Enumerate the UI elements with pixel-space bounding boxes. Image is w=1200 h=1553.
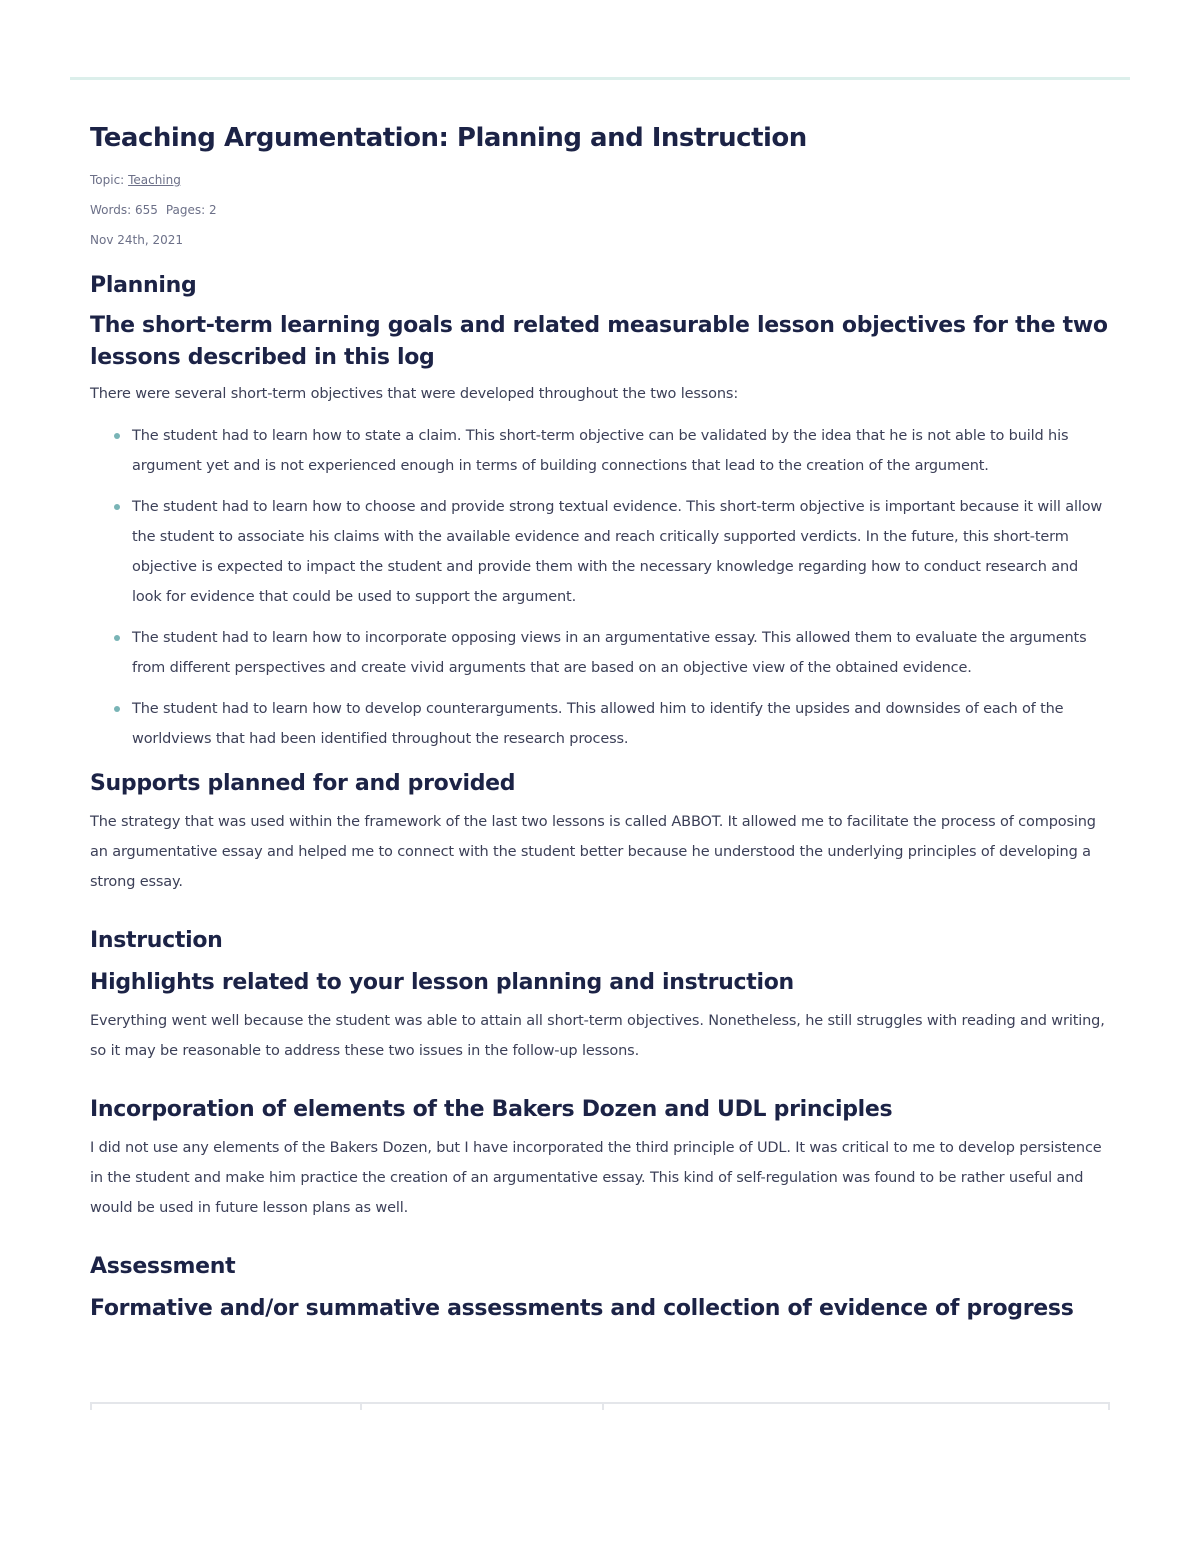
table-column-divider [1108, 1402, 1110, 1410]
objective-text: The student had to learn how to develop counterarguments. This allowed him to identify the upsides and downsides of each of the worldviews that had been identified throughout the research process. [132, 701, 1064, 747]
list-item [90, 421, 1112, 481]
list-item [90, 492, 1112, 612]
formative-heading: Formative and/or summative assessments and collection of evidence of progress [90, 1296, 1074, 1321]
table-column-divider [90, 1402, 92, 1410]
section-heading-assessment: Assessment [90, 1254, 236, 1279]
bullet-icon [114, 433, 120, 439]
udl-text: I did not use any elements of the Bakers Dozen, but I have incorporated the third principle of UDL. It was critical to me to develop persistence in the student and make him practice the creation of an argumentative essay. This kind of self-regulation was found to be rather useful and would be used in future lesson plans as well. [90, 1140, 1102, 1216]
highlights-text: Everything went well because the student was able to attain all short-term objectives. Nonetheless, he still struggles with reading and writing, so it may be reasonable to address these two issues in the follow-up lessons. [90, 1013, 1105, 1059]
page-count: Pages: 2 [165, 203, 217, 217]
page-title: Teaching Argumentation: Planning and Instruction [90, 123, 807, 153]
goals-heading: The short-term learning goals and related measurable lesson objectives for the two lessons described in this log [90, 313, 1108, 370]
counts-line [90, 202, 1112, 218]
assessment-table-top [90, 1402, 1110, 1412]
topic-line [90, 172, 1112, 188]
section-heading-planning: Planning [90, 273, 197, 298]
objective-text: The student had to learn how to incorporate opposing views in an argumentative essay. This allowed them to evaluate the arguments from different perspectives and create vivid arguments that are based on an objective view of the obtained evidence. [132, 630, 1087, 676]
objectives-list [90, 421, 1112, 754]
list-item [90, 623, 1112, 683]
topic-label: Topic: [90, 173, 125, 187]
topic-link[interactable]: Teaching [128, 173, 181, 187]
objective-text: The student had to learn how to choose and provide strong textual evidence. This short-term objective is important because it will allow the student to associate his claims with the available evidence and reach critically supported verdicts. In the future, this short-term objective is expected to impact the student and provide them with the necessary knowledge regarding how to conduct research and look for evidence that could be used to support the argument. [132, 499, 1103, 605]
bullet-icon [114, 504, 120, 510]
list-item [90, 694, 1112, 754]
top-divider [70, 77, 1130, 80]
highlights-heading: Highlights related to your lesson planning and instruction [90, 970, 794, 995]
supports-heading: Supports planned for and provided [90, 771, 516, 796]
objective-text: The student had to learn how to state a claim. This short-term objective can be validated by the idea that he is not able to build his argument yet and is not experienced enough in terms of building connections that lead to the creation of the argument. [132, 428, 1069, 474]
bullet-icon [114, 635, 120, 641]
objectives-intro: There were several short-term objectives that were developed throughout the two lessons: [90, 386, 739, 402]
table-column-divider [602, 1402, 604, 1410]
publish-date: Nov 24th, 2021 [90, 233, 183, 247]
table-column-divider [360, 1402, 362, 1410]
bullet-icon [114, 706, 120, 712]
udl-heading: Incorporation of elements of the Bakers Dozen and UDL principles [90, 1097, 893, 1122]
supports-text: The strategy that was used within the framework of the last two lessons is called ABBOT. It allowed me to facilitate the process of composing an argumentative essay and helped me to connect with the student better because he understood the underlying principles of developing a strong essay. [90, 814, 1096, 890]
word-count: Words: 655 [90, 203, 158, 217]
section-heading-instruction: Instruction [90, 928, 223, 953]
document-body [90, 118, 1112, 1325]
